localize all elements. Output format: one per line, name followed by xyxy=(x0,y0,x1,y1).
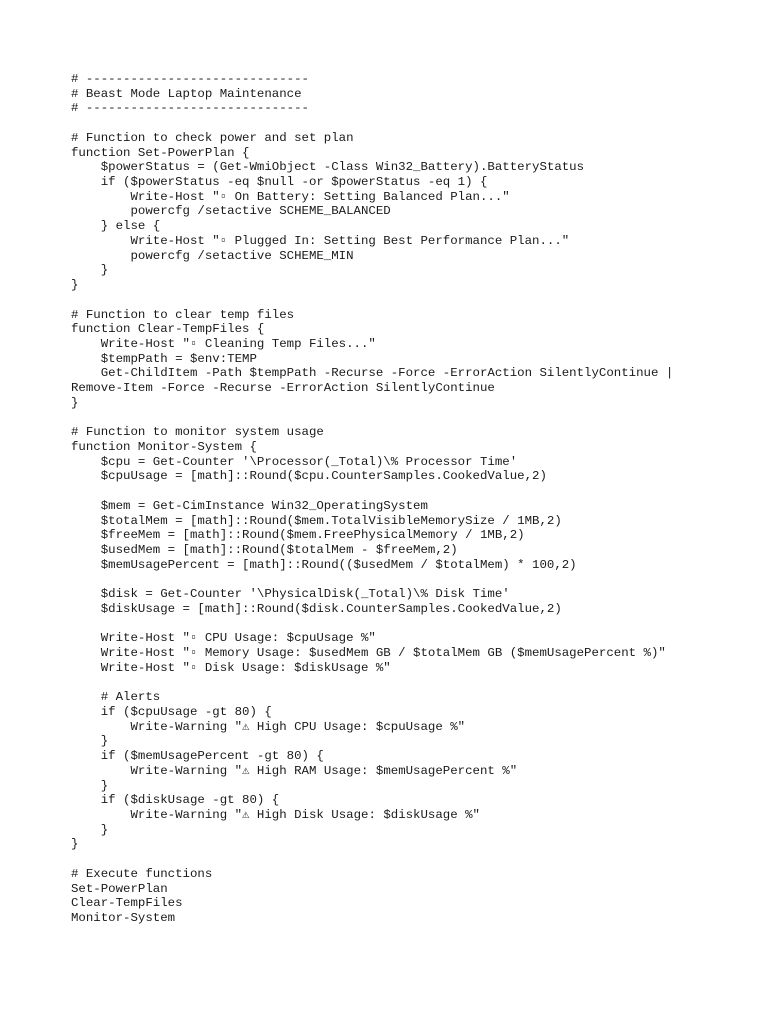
code-line: Get-ChildItem -Path $tempPath -Recurse -Force -ErrorAction SilentlyContinue | xyxy=(71,366,674,381)
code-line: function Monitor-System { xyxy=(71,439,257,454)
code-line: # Execute functions xyxy=(71,866,213,881)
code-line: } xyxy=(71,822,109,837)
code-line: $totalMem = [math]::Round($mem.TotalVisibleMemorySize / 1MB,2) xyxy=(71,513,562,528)
code-line: $cpu = Get-Counter '\Processor(_Total)\% Processor Time' xyxy=(71,454,518,469)
code-line: function Set-PowerPlan { xyxy=(71,145,250,160)
code-line: } xyxy=(71,837,79,852)
code-line: $diskUsage = [math]::Round($disk.CounterSamples.CookedValue,2) xyxy=(71,601,562,616)
code-line: Write-Warning "⚠ High CPU Usage: $cpuUsage %" xyxy=(71,719,466,734)
code-line: $powerStatus = (Get-WmiObject -Class Win32_Battery).BatteryStatus xyxy=(71,160,585,175)
code-line xyxy=(71,852,751,867)
powershell-script-listing xyxy=(71,72,751,926)
code-line: Write-Host "▫ Plugged In: Setting Best Performance Plan..." xyxy=(71,233,570,248)
code-line: $cpuUsage = [math]::Round($cpu.CounterSamples.CookedValue,2) xyxy=(71,469,547,484)
code-line: $memUsagePercent = [math]::Round(($usedMem / $totalMem) * 100,2) xyxy=(71,557,577,572)
code-line: if ($diskUsage -gt 80) { xyxy=(71,793,280,808)
code-line: Write-Host "▫ CPU Usage: $cpuUsage %" xyxy=(71,631,376,646)
code-line: $disk = Get-Counter '\PhysicalDisk(_Total)\% Disk Time' xyxy=(71,587,510,602)
code-line: } xyxy=(71,263,109,278)
code-line: # Function to monitor system usage xyxy=(71,425,324,440)
code-line: } xyxy=(71,734,109,749)
code-line: } xyxy=(71,395,79,410)
code-line: # Function to check power and set plan xyxy=(71,130,354,145)
code-line: # Alerts xyxy=(71,690,161,705)
code-line: $tempPath = $env:TEMP xyxy=(71,351,257,366)
code-line: Write-Host "▫ On Battery: Setting Balanced Plan..." xyxy=(71,189,510,204)
code-line xyxy=(71,572,751,587)
code-line: Set-PowerPlan xyxy=(71,881,168,896)
code-line: powercfg /setactive SCHEME_MIN xyxy=(71,248,354,263)
code-line: } xyxy=(71,278,79,293)
code-line: function Clear-TempFiles { xyxy=(71,322,265,337)
code-line: Write-Host "▫ Memory Usage: $usedMem GB / $totalMem GB ($memUsagePercent %)" xyxy=(71,646,666,661)
code-line: if ($powerStatus -eq $null -or $powerStatus -eq 1) { xyxy=(71,175,488,190)
code-line xyxy=(71,675,751,690)
code-line xyxy=(71,484,751,499)
code-line: # Beast Mode Laptop Maintenance xyxy=(71,86,302,101)
code-line: powercfg /setactive SCHEME_BALANCED xyxy=(71,204,391,219)
code-line xyxy=(71,116,751,131)
code-line: $mem = Get-CimInstance Win32_OperatingSystem xyxy=(71,498,428,513)
code-line: $usedMem = [math]::Round($totalMem - $freeMem,2) xyxy=(71,543,458,557)
code-line: if ($cpuUsage -gt 80) { xyxy=(71,704,272,719)
code-line: } xyxy=(71,778,109,793)
code-line: Clear-TempFiles xyxy=(71,896,183,911)
code-line xyxy=(71,293,751,308)
code-line: # Function to clear temp files xyxy=(71,307,295,322)
code-line: Write-Warning "⚠ High Disk Usage: $diskUsage %" xyxy=(71,807,480,822)
code-line xyxy=(71,411,751,426)
code-line: Write-Host "▫ Cleaning Temp Files..." xyxy=(71,336,376,351)
code-line: $freeMem = [math]::Round($mem.FreePhysicalMemory / 1MB,2) xyxy=(71,528,525,543)
code-line: } else { xyxy=(71,219,161,234)
code-line: Monitor-System xyxy=(71,910,176,925)
code-line: Remove-Item -Force -Recurse -ErrorAction SilentlyContinue xyxy=(71,381,495,396)
code-line: Write-Warning "⚠ High RAM Usage: $memUsagePercent %" xyxy=(71,763,518,778)
code-line: Write-Host "▫ Disk Usage: $diskUsage %" xyxy=(71,660,391,675)
code-line: if ($memUsagePercent -gt 80) { xyxy=(71,749,324,764)
code-line xyxy=(71,617,751,632)
code-line: # ------------------------------ xyxy=(71,72,309,86)
code-line: # ------------------------------ xyxy=(71,101,309,116)
